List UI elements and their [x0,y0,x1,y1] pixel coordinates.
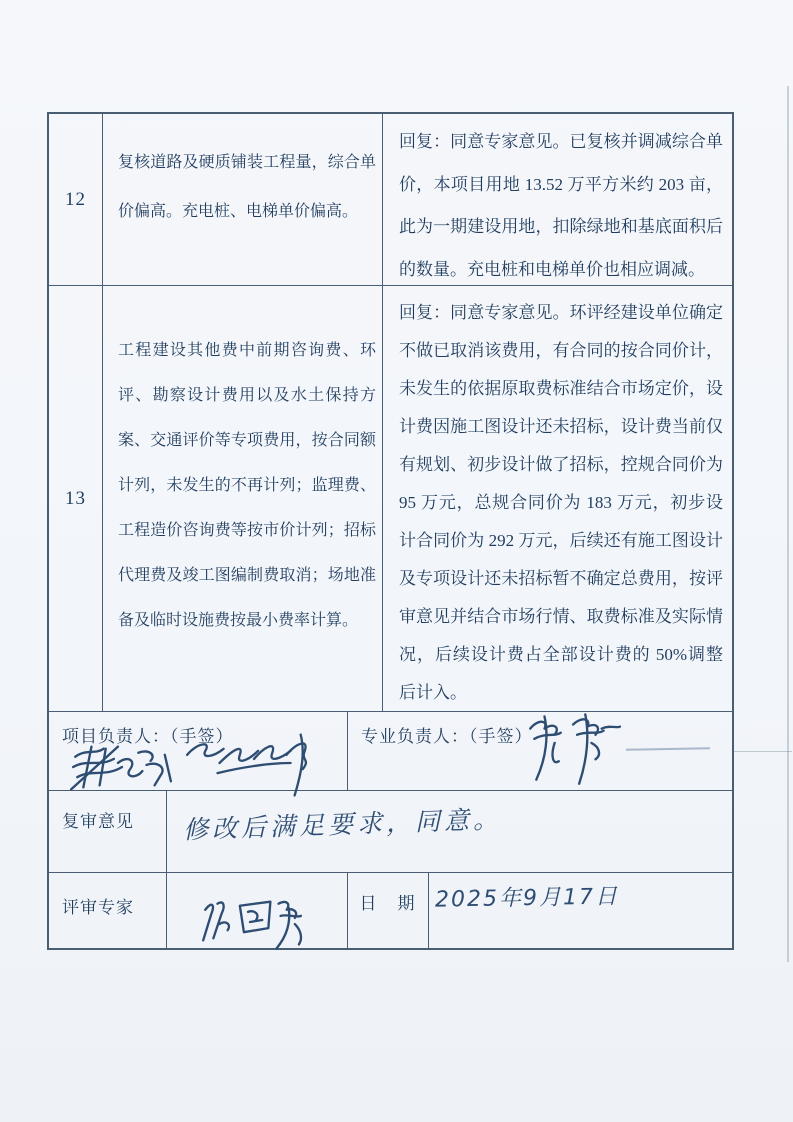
reply-text: 回复：同意专家意见。环评经建设单位确定不做已取消该费用，有合同的按合同价计，未发生的依据原取费标准结合市场定价，设计费因施工图设计还未招标，设计费当前仅有规划、初步设计做了招标，控规合同价为 95 万元，总规合同价为 183 万元，初步设计合同价为 292 万元，后续还有施工图设计及专项设计还未招标暂不确定总费用，按评审意见并结合市场行情、取费标准及实际情况，后续设计费占全部设计费的 50%调整后计入。 [399,303,723,702]
reply-cell [382,114,732,285]
project-lead-signature-1 [65,740,177,794]
expert-signature [193,889,305,953]
expert-signature-cell [166,873,347,948]
review-opinion-content-cell [166,791,732,872]
expert-opinion-cell [102,114,382,285]
scan-edge-artifact [787,86,789,962]
date-label: 日 期 [359,894,417,913]
professional-lead-cell [347,712,732,790]
professional-lead-label: 专业负责人：（手签） [361,727,533,746]
reply-text: 回复：同意专家意见。已复核并调减综合单价，本项目用地 13.52 万平方米约 203 亩，此为一期建设用地，扣除绿地和基底面积后的数量。充电桩和电梯单价也相应调减。 [399,132,723,279]
project-lead-cell [49,712,347,790]
review-opinion-handwriting: 修改后满足要求，同意。 [182,804,503,845]
review-opinion-label-cell [49,791,166,872]
date-value-cell [428,873,732,948]
table-row [49,114,732,285]
signature-row [49,711,732,790]
expert-row [49,872,732,948]
expert-label-cell [49,873,166,948]
expert-opinion-text: 复核道路及硬质铺装工程量，综合单价偏高。充电桩、电梯单价偏高。 [118,154,376,220]
row-number: 13 [65,487,86,509]
pen-trail-line [626,747,710,750]
scan-line-artifact [732,751,792,752]
date-label-cell [347,873,428,948]
reply-cell [382,286,732,711]
review-opinion-row [49,790,732,872]
row-number: 12 [65,188,86,210]
table-row [49,285,732,711]
row-number-cell [49,286,102,711]
date-handwriting: 2025年9月17日 [434,884,620,913]
review-opinion-label: 复审意见 [62,812,134,831]
project-lead-label: 项目负责人：（手签） [62,727,234,746]
project-lead-signature-2 [181,728,323,798]
review-comment-table [47,112,734,950]
row-number-cell [49,114,102,285]
professional-lead-signature [520,706,622,788]
expert-opinion-text: 工程建设其他费中前期咨询费、环评、勘察设计费用以及水土保持方案、交通评价等专项费用，按合同额计列，未发生的不再计列；监理费、工程造价咨询费等按市价计列；招标代理费及竣工图编制费取消；场地准备及临时设施费按最小费率计算。 [118,342,376,629]
expert-opinion-cell [102,286,382,711]
expert-label: 评审专家 [62,898,134,917]
